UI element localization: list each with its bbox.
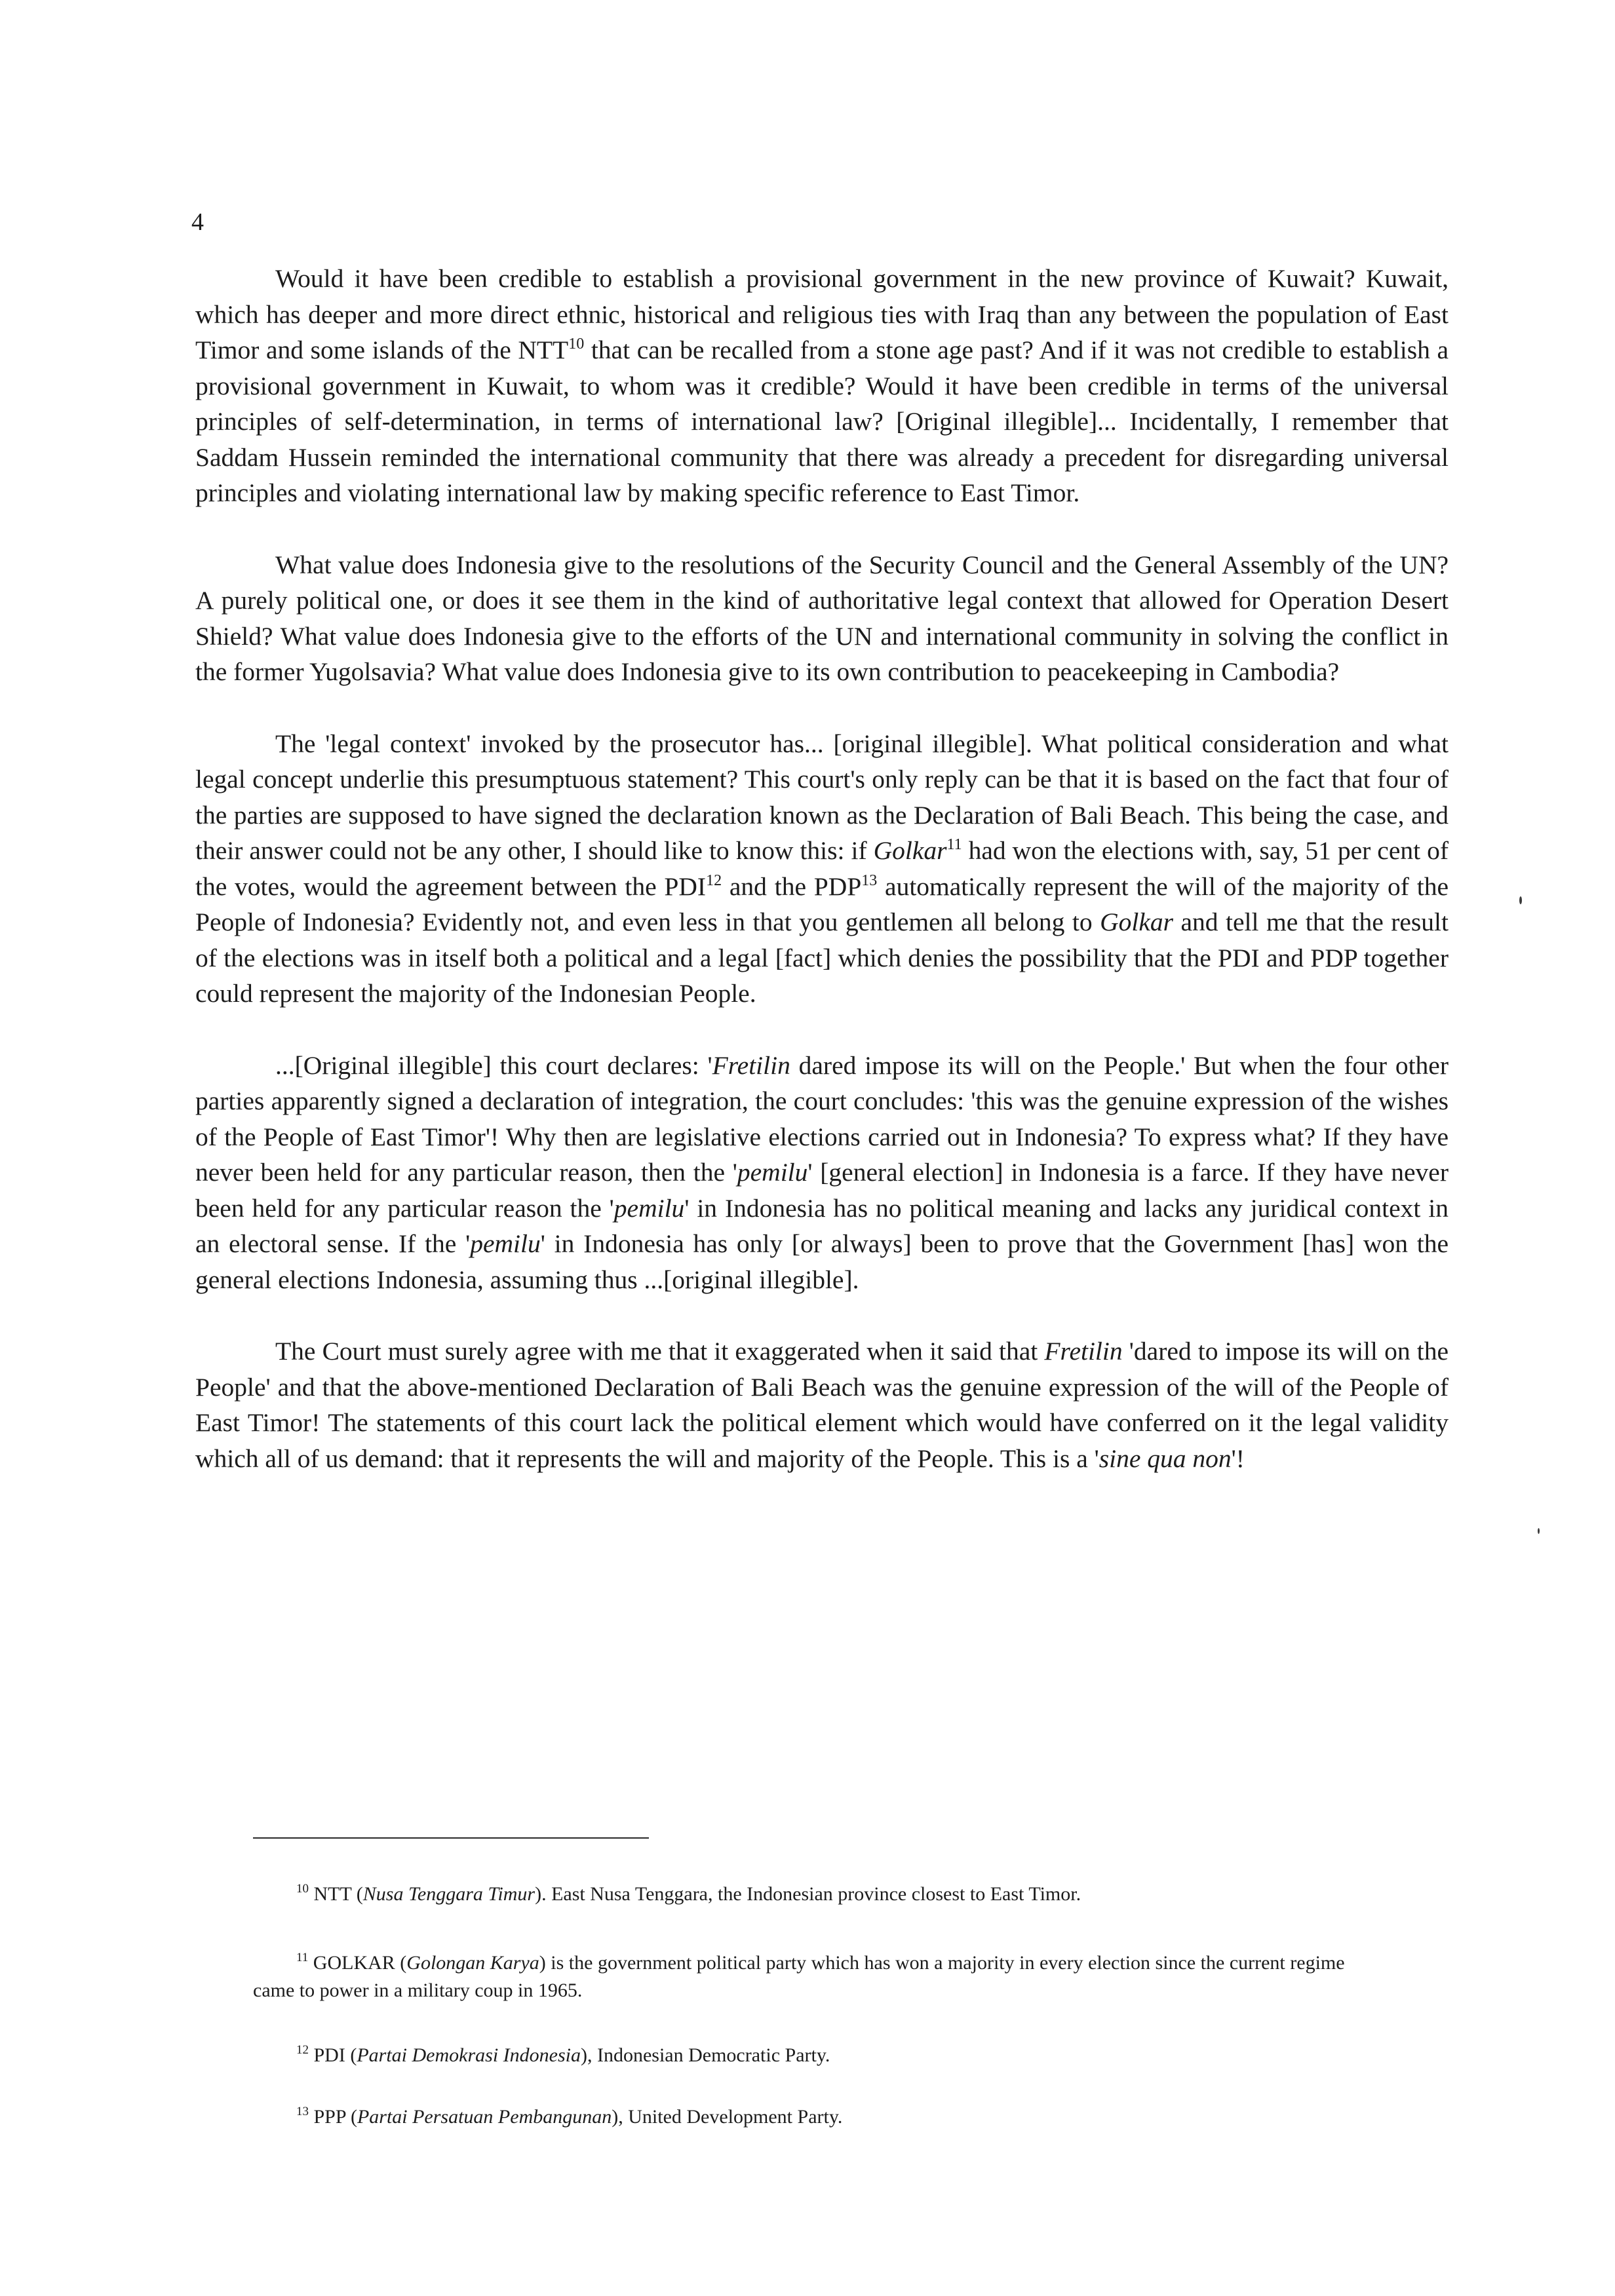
scan-speck <box>1538 1528 1540 1534</box>
footnote-10 <box>296 1881 1411 1908</box>
footnote-reference: 13 <box>861 871 878 889</box>
page-number: 4 <box>191 208 204 236</box>
italic-term: Nusa Tenggara Timur <box>362 1883 535 1905</box>
italic-term: Golkar <box>873 836 947 865</box>
italic-term: Golkar <box>1100 908 1174 936</box>
footnote-13 <box>296 2103 1411 2131</box>
italic-term: pemilu <box>737 1158 808 1187</box>
footnote-reference: 12 <box>706 871 722 889</box>
text-run: automatically represent the will of the majority of the People of Indonesia? Evidently not, and even less in that you gentlemen all belong to <box>195 871 1449 936</box>
footnote-11 <box>253 1949 1388 2004</box>
body-text <box>195 261 1449 1476</box>
text-run: ' in Indonesia has no political meaning and lacks any juridical context in an electoral sense. If the ' <box>195 1193 1449 1258</box>
text-run: ), Indonesian Democratic Party. <box>580 2044 830 2066</box>
footnote-separator <box>253 1837 649 1839</box>
text-run: 'dared to impose its will on the People' and that the above-mentioned Declaration of Bali Beach was the genuine expression of the will of the People of East Timor! The statements of this court lack the political element which would have conferred on it the legal validity which all of us demand: that it represents the will and majority of the People. This is a ' <box>195 1337 1449 1473</box>
text-run: GOLKAR ( <box>308 1952 407 1974</box>
text-run: ), United Development Party. <box>612 2106 843 2128</box>
text-run: and tell me that the result of the elections was in itself both a political and a legal [fact] which denies the possibility that the PDI and PDP together could represent the majority of the Indonesian People. <box>195 908 1449 1008</box>
text-run: ' in Indonesia has only [or always] been to prove that the Government [has] won the general elections Indonesia, assuming thus ...[original illegible]. <box>195 1229 1449 1294</box>
text-run: The 'legal context' invoked by the prosecutor has... [original illegible]. What political consideration and what legal concept underlie this presumptuous statement? This court's only reply can be that it is based on the fact that four of the parties are supposed to have signed the declaration known as the Declaration of Bali Beach. This being the case, and their answer could not be any other, I should like to know this: if <box>195 729 1449 865</box>
italic-term: Fretilin <box>712 1050 790 1080</box>
paragraph-court-exaggerated <box>195 1333 1449 1476</box>
italic-term: sine qua non <box>1099 1444 1232 1473</box>
text-run: Would it have been credible to establish a provisional government in the new province of Kuwait? Kuwait, which has deeper and more direct ethnic, historical and religious ties with Iraq than any between the population of East Timor and some islands of the NTT <box>195 264 1449 364</box>
text-run: ' [general election] in Indonesia is a farce. If they have never been held for any particular reason the ' <box>195 1158 1449 1223</box>
paragraph-un-resolutions <box>195 547 1449 690</box>
text-run: and the PDP <box>722 871 862 901</box>
footnote-text <box>253 1952 1345 2001</box>
italic-term: pemilu <box>613 1193 685 1223</box>
footnote-text <box>309 2044 830 2066</box>
footnote-mark: 10 <box>296 1882 309 1896</box>
text-run: dared impose its will on the People.' But when the four other parties apparently signed a declaration of integration, the court concludes: 'this was the genuine expression of the wishes of the People of East Timor'! Why then are legislative elections carried out in Indonesia? To express what? If they have never been held for any particular reason, then the ' <box>195 1050 1449 1187</box>
text-run: PDI ( <box>309 2044 357 2066</box>
text-run: '! <box>1231 1444 1245 1473</box>
text-run: What value does Indonesia give to the resolutions of the Security Council and the General Assembly of the UN? A purely political one, or does it see them in the kind of authoritative legal context that allowed for Operation Desert Shield? What value does Indonesia give to the efforts of the UN and international community in solving the conflict in the former Yugolsavia? What value does Indonesia give to its own contribution to peacekeeping in Cambodia? <box>195 550 1449 686</box>
text-run: ). East Nusa Tenggara, the Indonesian province closest to East Timor. <box>535 1883 1081 1905</box>
footnote-12 <box>296 2042 1411 2069</box>
italic-term: Fretilin <box>1044 1337 1123 1366</box>
footnote-reference: 11 <box>946 836 962 853</box>
footnote-text <box>309 2106 842 2128</box>
text-run: ) is the government political party which has won a majority in every election since the current regime came to power in a military coup in 1965. <box>253 1952 1345 2001</box>
text-run: The Court must surely agree with me that it exaggerated when it said that <box>275 1337 1045 1366</box>
footnote-text <box>309 1883 1081 1905</box>
paragraph-court-declares <box>195 1048 1449 1298</box>
italic-term: Golongan Karya <box>406 1952 539 1974</box>
footnote-mark: 12 <box>296 2043 309 2057</box>
scan-speck <box>1519 896 1522 904</box>
footnote-reference: 10 <box>568 335 585 353</box>
text-run: PPP ( <box>309 2106 357 2128</box>
italic-term: Partai Persatuan Pembangunan <box>357 2106 612 2128</box>
italic-term: pemilu <box>470 1229 541 1258</box>
footnote-mark: 11 <box>296 1951 309 1964</box>
paragraph-legal-context <box>195 726 1449 1012</box>
text-run: ...[Original illegible] this court declares: ' <box>275 1050 712 1080</box>
text-run: NTT ( <box>309 1883 363 1905</box>
paragraph-kuwait <box>195 261 1449 511</box>
text-run: had won the elections with, say, 51 per cent of the votes, would the agreement between the PDI <box>195 836 1449 901</box>
footnote-mark: 13 <box>296 2105 309 2118</box>
text-run: that can be recalled from a stone age past? And if it was not credible to establish a provisional government in Kuwait, to whom was it credible? Would it have been credible in terms of the universal principles of self-determination, in terms of international law? [Original illegible]... Incidentally, I remember that Saddam Hussein reminded the international community that there was already a precedent for disregarding universal principles and violating international law by making specific reference to East Timor. <box>195 335 1449 507</box>
italic-term: Partai Demokrasi Indonesia <box>357 2044 581 2066</box>
